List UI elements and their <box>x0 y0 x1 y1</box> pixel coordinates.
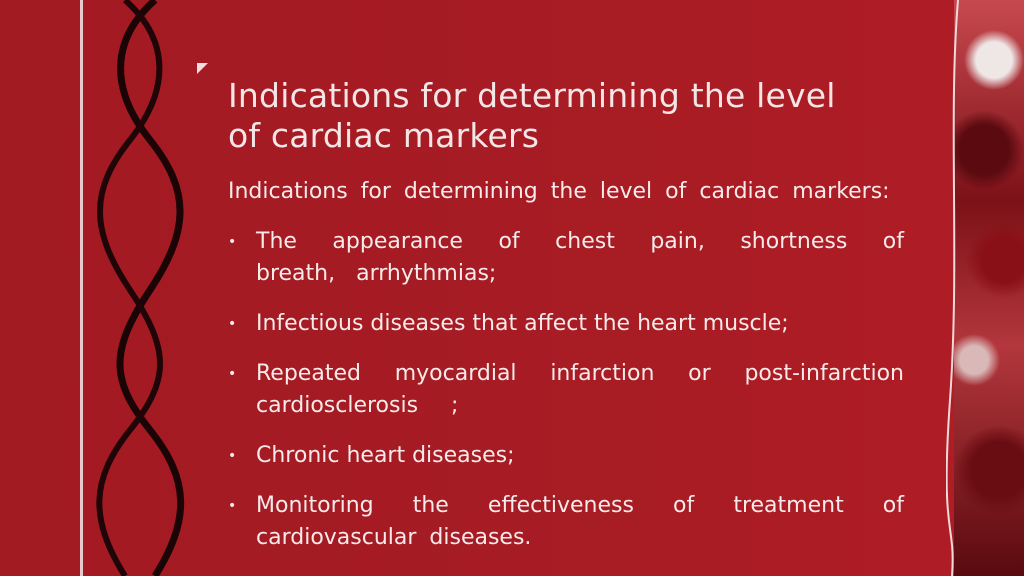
heart-anatomy-image <box>954 0 1024 576</box>
list-item-text: Chronic heart diseases; <box>256 443 515 468</box>
bullet-icon: • <box>228 498 237 514</box>
list-item-text: Repeated myocardial infarction or post-infarction cardiosclerosis ; <box>256 361 904 418</box>
list-item <box>228 226 904 290</box>
list-item <box>228 358 904 422</box>
list-item <box>228 440 904 472</box>
intro-paragraph: Indications for determining the level of cardiac markers: <box>228 179 890 204</box>
slide-body <box>228 176 904 572</box>
list-item-text: Monitoring the effectiveness of treatment of cardiovascular diseases. <box>256 493 904 550</box>
list-item-text: Infectious diseases that affect the heart muscle; <box>256 311 789 336</box>
dna-helix-image <box>95 0 205 576</box>
slide-edge-curve <box>946 0 962 576</box>
bullet-icon: • <box>228 448 237 464</box>
list-item <box>228 308 904 340</box>
bullet-list <box>228 226 904 554</box>
list-item-text: The appearance of chest pain, shortness of breath, arrhythmias; <box>256 229 904 286</box>
list-item <box>228 490 904 554</box>
bullet-icon: • <box>228 316 237 332</box>
corner-accent-icon <box>197 63 208 74</box>
bullet-icon: • <box>228 366 237 382</box>
vertical-divider <box>80 0 83 576</box>
slide-title: Indications for determining the level of cardiac markers <box>228 76 836 155</box>
bullet-icon: • <box>228 234 237 250</box>
